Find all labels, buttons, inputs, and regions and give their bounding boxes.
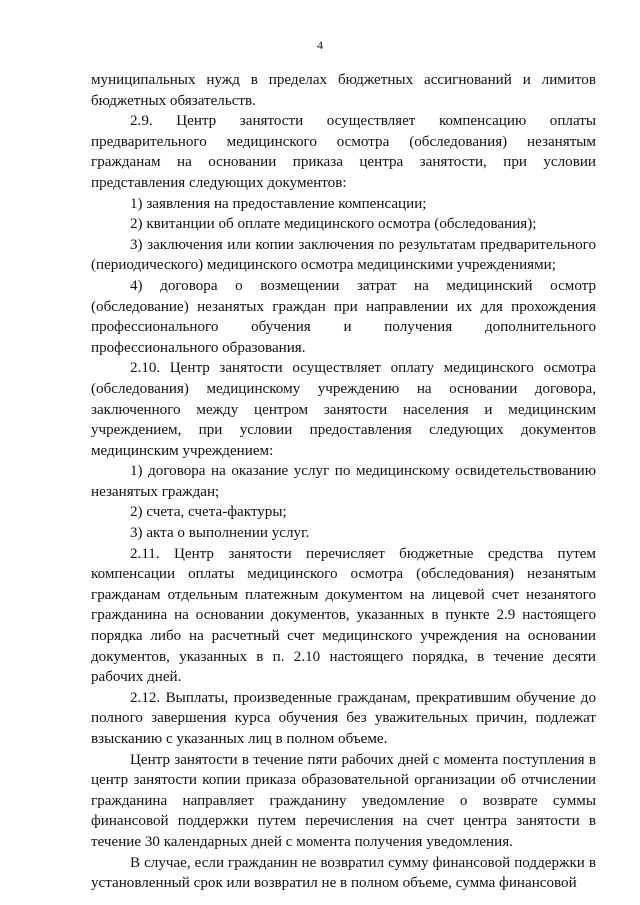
- paragraph-continuation: муниципальных нужд в пределах бюджетных ассигнований и лимитов бюджетных обязательств.: [91, 72, 596, 109]
- paragraph-2-10: 2.10. Центр занятости осуществляет оплату медицинского осмотра (обследования) медицинскому учреждению на основании договора, заключенного между центром занятости населения и медицинским учреждением, при условии предоставления следующих документов медицинским учреждением:: [91, 360, 596, 459]
- list-item-2-9-1: 1) заявления на предоставление компенсации;: [130, 195, 427, 212]
- paragraph-2-12: 2.12. Выплаты, произведенные гражданам, прекратившим обучение до полного завершения курса обучения без уважительных причин, подлежат взысканию с указанных лиц в полном объеме.: [91, 689, 596, 747]
- list-item-2-10-1: 1) договора на оказание услуг по медицинскому освидетельствованию незанятых граждан;: [91, 463, 596, 500]
- paragraph-refund-failure: В случае, если гражданин не возвратил сумму финансовой поддержки в установленный срок или возвратил не в полном объеме, сумма финансовой: [91, 854, 596, 892]
- page-number: 4: [317, 38, 323, 52]
- list-item-2-9-2: 2) квитанции об оплате медицинского осмотра (обследования);: [130, 216, 537, 233]
- document-body: [91, 70, 596, 894]
- paragraph-refund-notice: Центр занятости в течение пяти рабочих дней с момента поступления в центр занятости копии приказа образовательной организации об отчислении гражданина направляет гражданину уведомление о возврате суммы финансовой поддержки путем перечисления на счет центра занятости в течение 30 календарных дней с момента получения уведомления.: [91, 751, 596, 850]
- paragraph-2-9: 2.9. Центр занятости осуществляет компенсацию оплаты предварительного медицинского осмотра (обследования) незанятым гражданам на основании приказа центра занятости, при условии представления следующих документов:: [91, 113, 596, 191]
- paragraph-2-11: 2.11. Центр занятости перечисляет бюджетные средства путем компенсации оплаты медицинского осмотра (обследования) незанятым гражданам отдельным платежным документом на лицевой счет незанятого гражданина на основании документов, указанных в пункте 2.9 настоящего порядка либо на расчетный счет медицинского учреждения на основании документов, указанных в п. 2.10 настоящего порядка, в течение десяти рабочих дней.: [91, 545, 596, 686]
- list-item-2-10-3: 3) акта о выполнении услуг.: [130, 525, 310, 542]
- list-item-2-9-4: 4) договора о возмещении затрат на медицинский осмотр (обследование) незанятых граждан при направлении их для прохождения профессионального обучения и получения дополнительного профессионального образования.: [91, 277, 596, 356]
- list-item-2-10-2: 2) счета, счета-фактуры;: [130, 504, 287, 521]
- list-item-2-9-3: 3) заключения или копии заключения по результатам предварительного (периодического) медицинского осмотра медицинскими учреждениями;: [91, 236, 596, 274]
